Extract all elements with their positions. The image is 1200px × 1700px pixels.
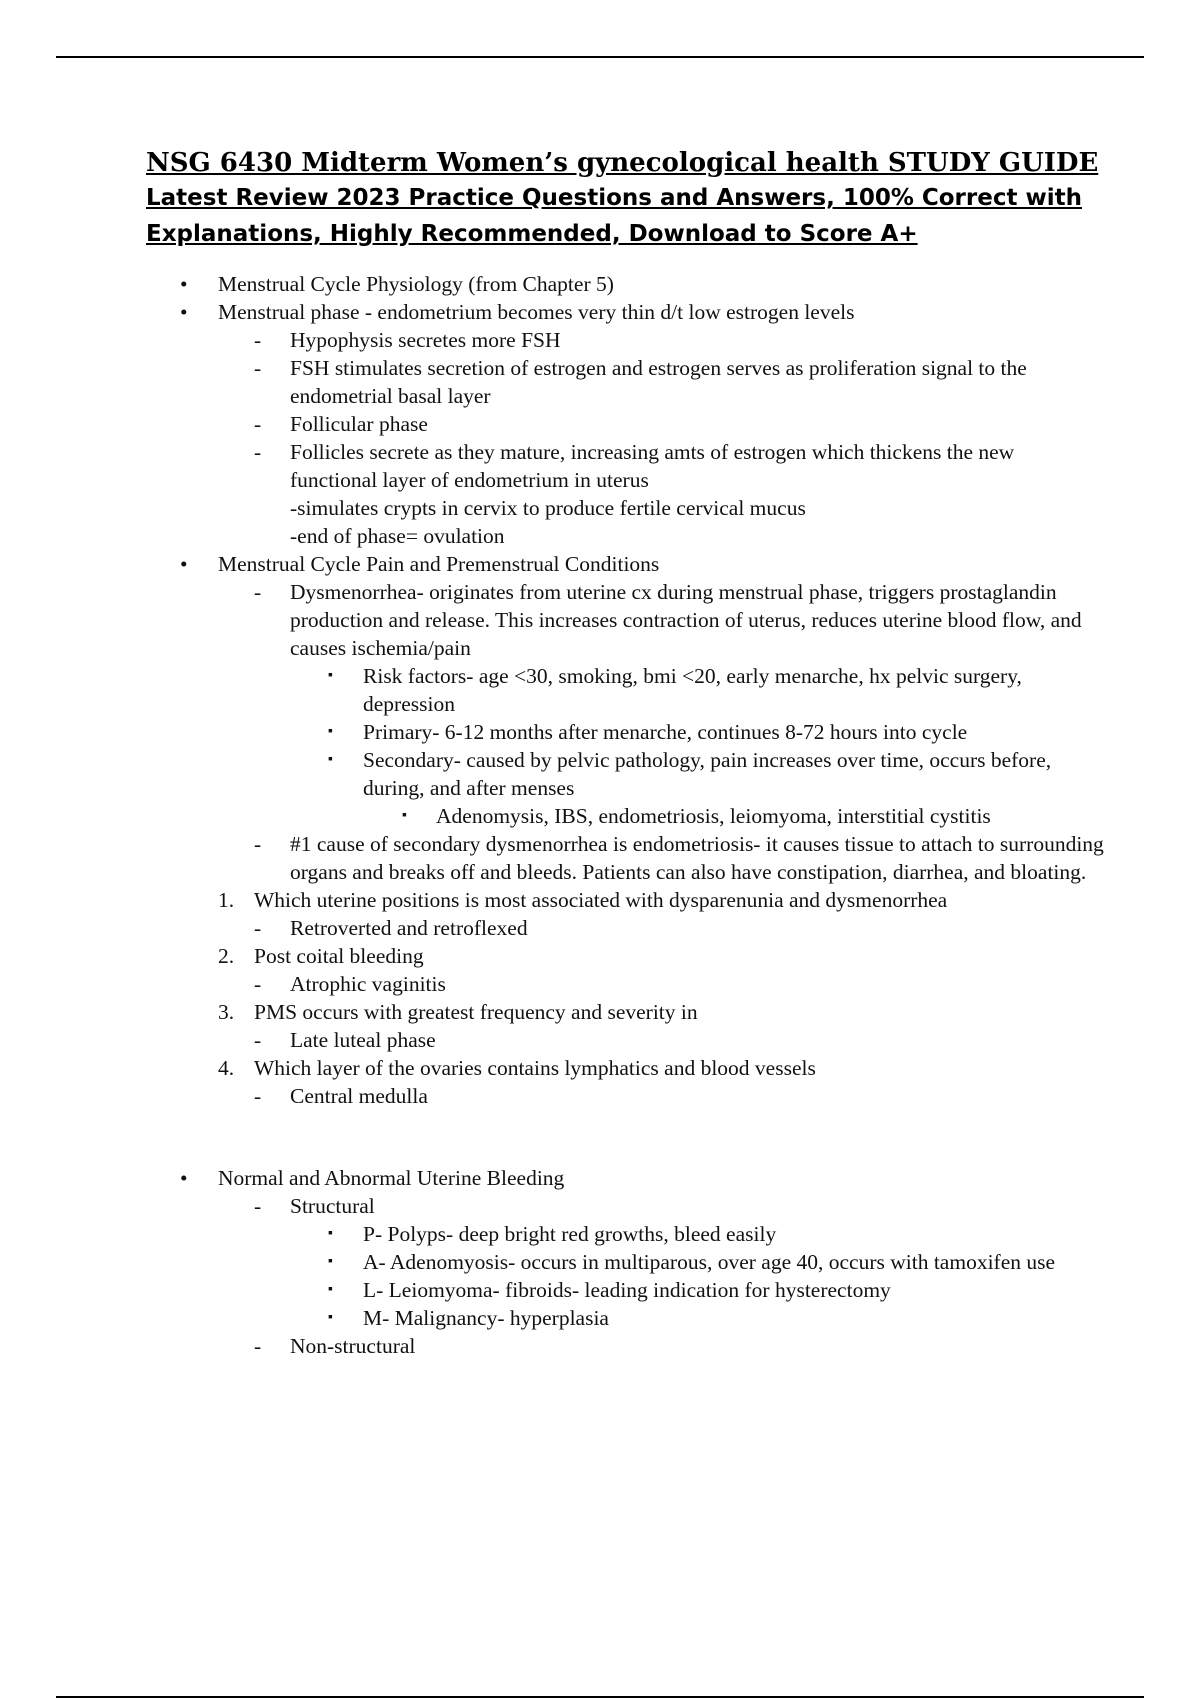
list-item-text: P- Polyps- deep bright red growths, bleed easily (363, 1222, 777, 1246)
list-item-text: #1 cause of secondary dysmenorrhea is endometriosis- it causes tissue to attach to surrounding organs and breaks off and bleeds. Patients can also have constipation, diarrhea, and bloating. (290, 832, 1104, 884)
bottom-horizontal-rule (56, 1696, 1144, 1698)
list-item (146, 298, 1106, 326)
list-item-text: Menstrual Cycle Pain and Premenstrual Conditions (218, 552, 660, 576)
dash-marker: - (254, 328, 262, 352)
square-bullet-marker: ▪ (328, 668, 333, 683)
list-item (146, 1220, 1106, 1248)
question-number: 3. (218, 1000, 235, 1024)
list-item-text: Non-structural (290, 1334, 416, 1358)
list-item-text: Risk factors- age <30, smoking, bmi <20, early menarche, hx pelvic surgery, depression (363, 664, 1022, 716)
question-number: 4. (218, 1056, 235, 1080)
dash-marker: - (254, 1028, 262, 1052)
answer-item (146, 970, 1106, 998)
list-item-text: FSH stimulates secretion of estrogen and estrogen serves as proliferation signal to the endometrial basal layer (290, 356, 1027, 408)
dash-marker: - (254, 916, 262, 940)
answer-text: Atrophic vaginitis (290, 972, 446, 996)
square-bullet-marker: ▪ (328, 1310, 333, 1325)
list-item (146, 1332, 1106, 1360)
list-item-text: A- Adenomyosis- occurs in multiparous, over age 40, occurs with tamoxifen use (363, 1250, 1056, 1274)
question-text: Which layer of the ovaries contains lymphatics and blood vessels (254, 1056, 816, 1080)
list-item-text: Adenomysis, IBS, endometriosis, leiomyoma, interstitial cystitis (436, 804, 991, 828)
top-horizontal-rule (56, 56, 1144, 58)
dash-marker: - (254, 356, 262, 380)
question-number: 2. (218, 944, 235, 968)
list-item (146, 802, 1106, 830)
square-bullet-marker: ▪ (328, 1254, 333, 1269)
question-text: PMS occurs with greatest frequency and severity in (254, 1000, 698, 1024)
bullet-marker: • (180, 300, 188, 324)
document-title-line1: NSG 6430 Midterm Women’s gynecological health STUDY GUIDE (146, 148, 1099, 178)
list-item-text: Primary- 6-12 months after menarche, continues 8-72 hours into cycle (363, 720, 968, 744)
list-item-text: Hypophysis secretes more FSH (290, 328, 561, 352)
dash-marker: - (254, 580, 262, 604)
continuation-line (146, 522, 1106, 550)
list-item (146, 270, 1106, 298)
list-item-text: Menstrual phase - endometrium becomes very thin d/t low estrogen levels (218, 300, 855, 324)
question-item (146, 1054, 1106, 1082)
list-item-text: L- Leiomyoma- fibroids- leading indication for hysterectomy (363, 1278, 891, 1302)
question-item (146, 942, 1106, 970)
list-item (146, 1304, 1106, 1332)
study-guide-list (146, 270, 1106, 1360)
list-item-text: Follicular phase (290, 412, 428, 436)
square-bullet-marker: ▪ (328, 1282, 333, 1297)
bullet-marker: • (180, 1166, 188, 1190)
dash-marker: - (254, 1194, 262, 1218)
dash-marker: - (254, 1334, 262, 1358)
dash-marker: - (254, 412, 262, 436)
answer-item (146, 1082, 1106, 1110)
list-item-text: -simulates crypts in cervix to produce fertile cervical mucus (290, 496, 806, 520)
bullet-marker: • (180, 272, 188, 296)
list-item (146, 746, 1106, 802)
answer-item (146, 914, 1106, 942)
answer-item (146, 1026, 1106, 1054)
list-item (146, 578, 1106, 662)
continuation-line (146, 494, 1106, 522)
dash-marker: - (254, 440, 262, 464)
question-text: Post coital bleeding (254, 944, 424, 968)
dash-marker: - (254, 1084, 262, 1108)
list-item-text: Structural (290, 1194, 375, 1218)
answer-text: Central medulla (290, 1084, 428, 1108)
square-bullet-marker: ▪ (328, 724, 333, 739)
question-item (146, 886, 1106, 914)
question-text: Which uterine positions is most associated with dysparenunia and dysmenorrhea (254, 888, 948, 912)
list-item (146, 830, 1106, 886)
list-item-text: Menstrual Cycle Physiology (from Chapter 5) (218, 272, 614, 296)
square-bullet-marker: ▪ (328, 752, 333, 767)
answer-text: Retroverted and retroflexed (290, 916, 528, 940)
list-item (146, 354, 1106, 410)
bullet-marker: • (180, 552, 188, 576)
list-item (146, 1164, 1106, 1192)
dash-marker: - (254, 832, 262, 856)
dash-marker: - (254, 972, 262, 996)
list-item (146, 1276, 1106, 1304)
document-page (146, 146, 1106, 1358)
list-item (146, 662, 1106, 718)
list-item (146, 1192, 1106, 1220)
list-item (146, 550, 1106, 578)
list-item (146, 438, 1106, 494)
question-number: 1. (218, 888, 235, 912)
list-item-text: Normal and Abnormal Uterine Bleeding (218, 1166, 565, 1190)
spacer (146, 1110, 1106, 1164)
list-item-text: Follicles secrete as they mature, increasing amts of estrogen which thickens the new functional layer of endometrium in uterus (290, 440, 1015, 492)
list-item-text: Dysmenorrhea- originates from uterine cx during menstrual phase, triggers prostaglandin production and release. This increases contraction of uterus, reduces uterine blood flow, and causes ischemia/pain (290, 580, 1082, 660)
square-bullet-marker: ▪ (402, 808, 407, 823)
list-item-text: M- Malignancy- hyperplasia (363, 1306, 609, 1330)
list-item (146, 1248, 1106, 1276)
list-item-text: -end of phase= ovulation (290, 524, 505, 548)
document-title-line2: Latest Review 2023 Practice Questions and Answers, 100% Correct with Explanations, Highly Recommended, Download to Score A+ (146, 185, 1082, 247)
square-bullet-marker: ▪ (328, 1226, 333, 1241)
question-item (146, 998, 1106, 1026)
list-item (146, 410, 1106, 438)
answer-text: Late luteal phase (290, 1028, 436, 1052)
list-item (146, 718, 1106, 746)
list-item (146, 326, 1106, 354)
list-item-text: Secondary- caused by pelvic pathology, pain increases over time, occurs before, during, and after menses (363, 748, 1052, 800)
